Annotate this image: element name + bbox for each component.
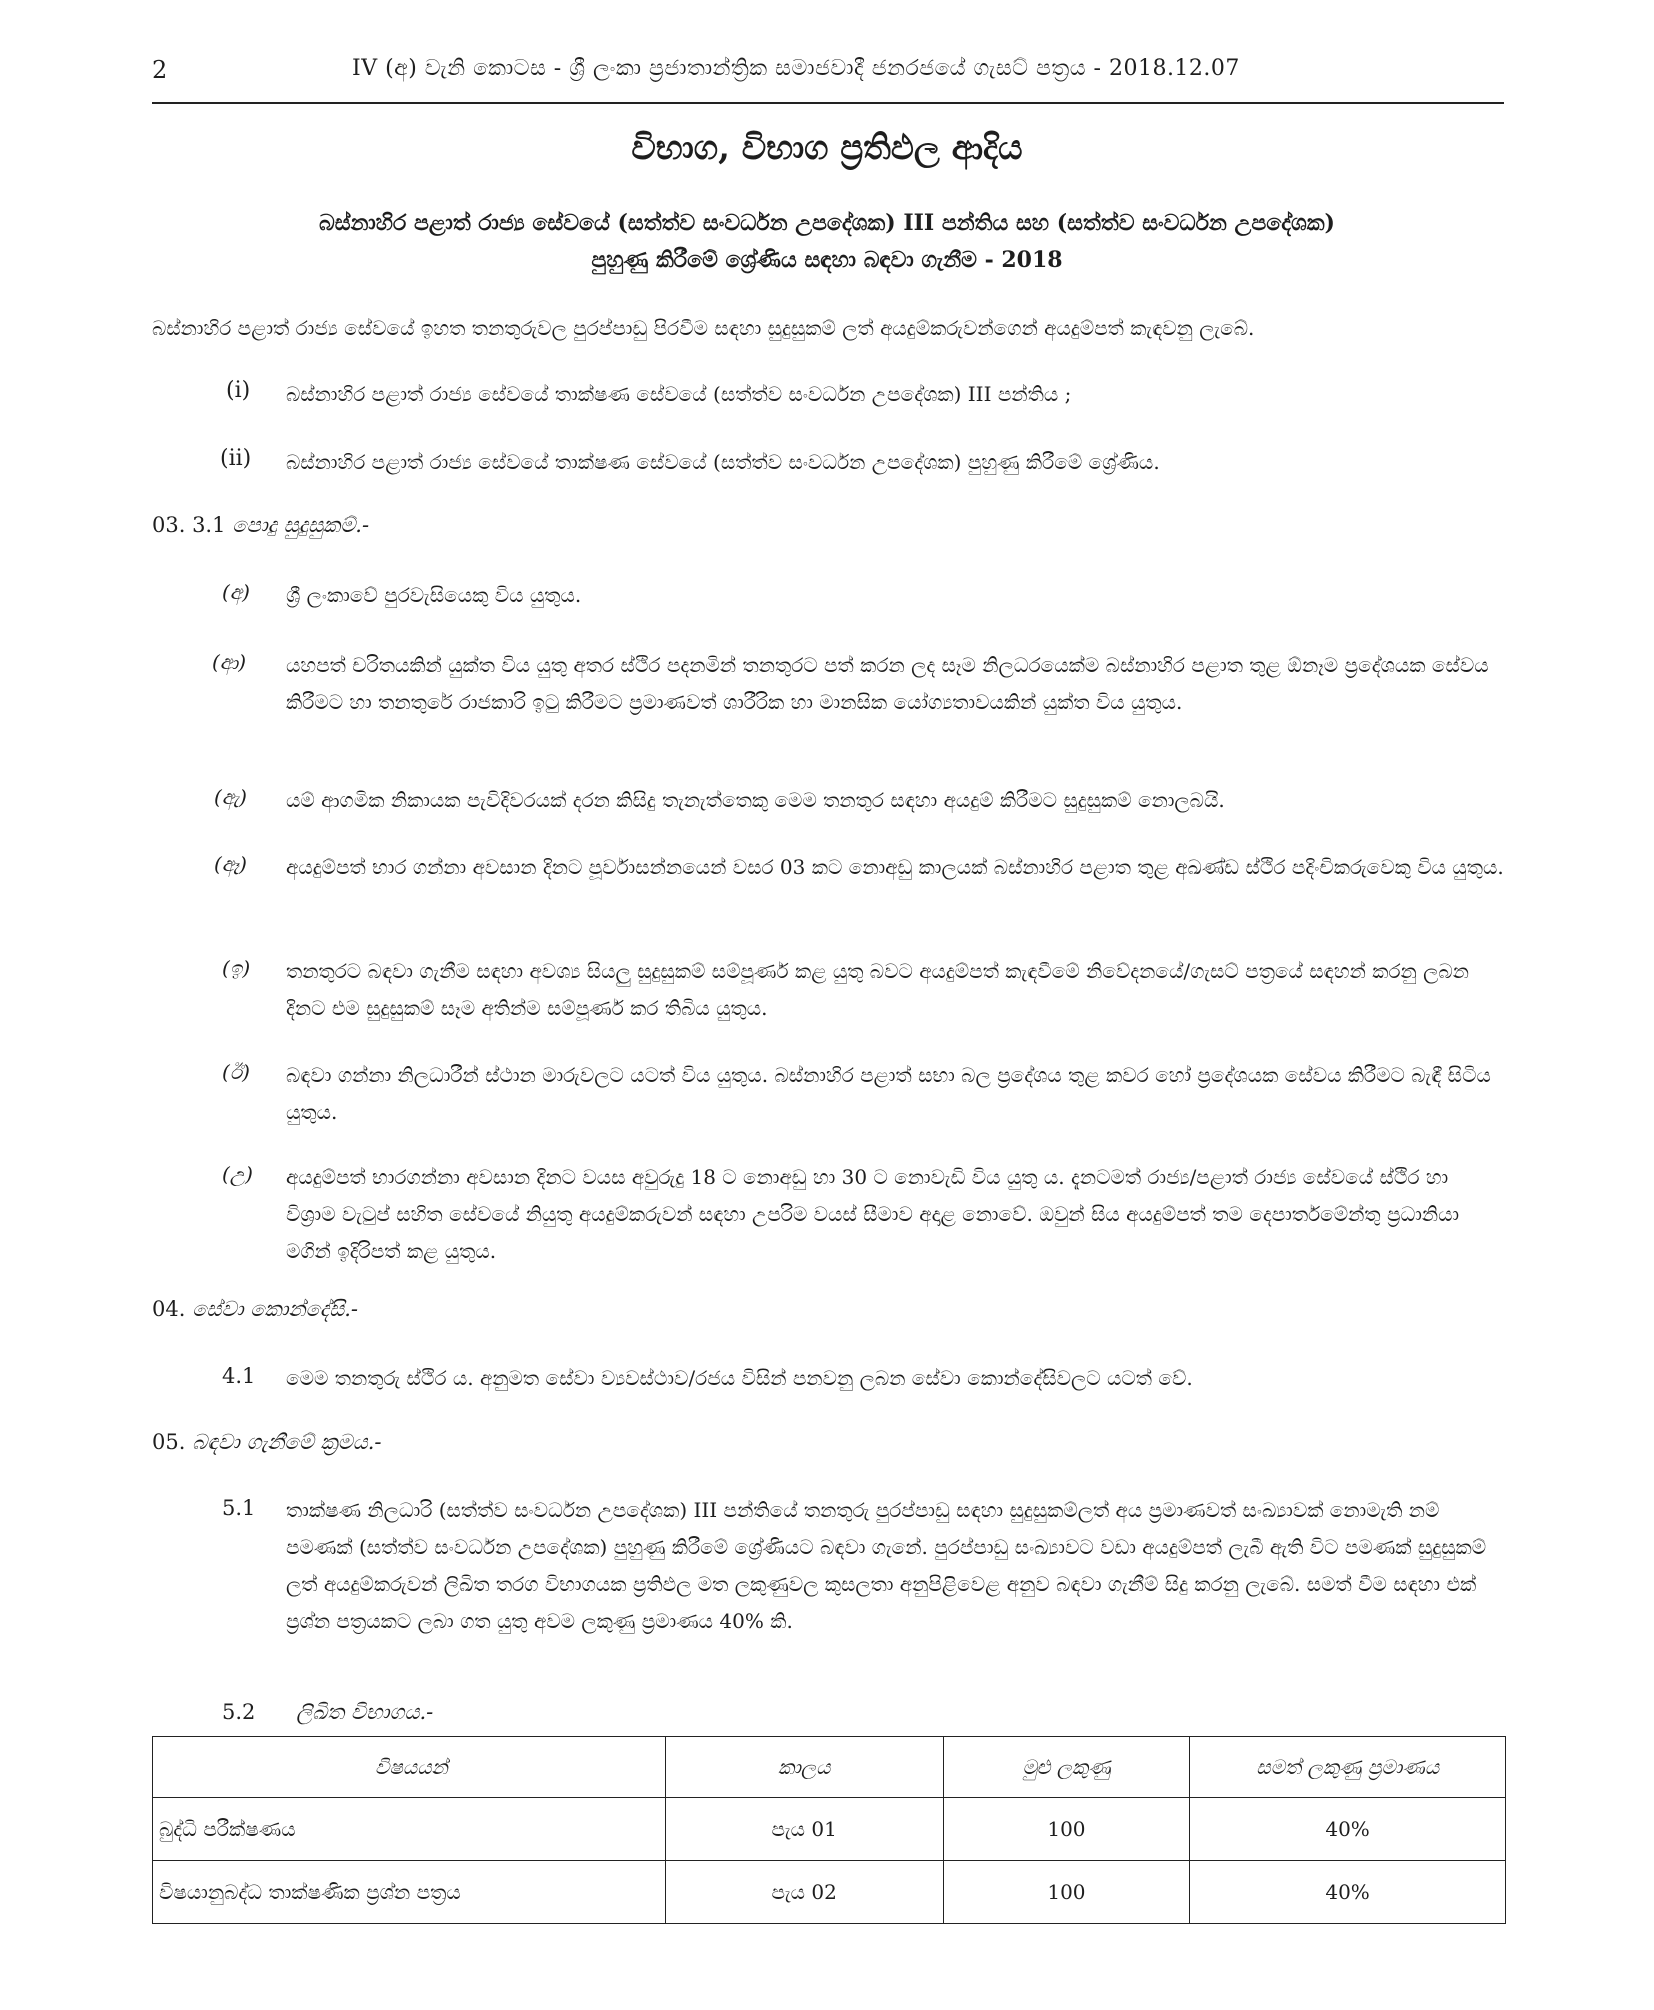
table-cell: බුද්ධි පරීක්ෂණය <box>153 1798 666 1861</box>
section-title: පොදු සුදුසුකම්.- <box>232 513 370 537</box>
table-cell: 100 <box>943 1861 1189 1924</box>
qualification-item: අයදුම්පත් භාර ගන්නා අවසාන දිනට පූර්වාසන්නයෙන් වසර 03 කට නොඅඩු කාලයක් බස්නාහිර පළාත තුළ අඛණ්ඩ ස්ථිර පදිංචිකරුවෙකු විය යුතුය. <box>286 855 1504 879</box>
column-header: මුළු ලකුණු <box>943 1737 1189 1798</box>
item-marker: (ඇ) <box>214 785 247 809</box>
qualification-item: ශ්‍රී ලංකාවේ පුරවැසියෙකු විය යුතුය. <box>286 583 582 607</box>
subtitle-line-1: බස්නාහිර පළාත් රාජ්‍ය සේවයේ (සත්ත්ව සංවර්ධන උපදේශක) III පන්තිය සහ (සත්ත්ව සංවර්ධන උපදේශක) <box>319 210 1335 236</box>
section-title: බඳවා ගැනීමේ ක්‍රමය.- <box>192 1430 382 1454</box>
clause-number: 5.1 <box>222 1496 256 1520</box>
subtitle-line-2: පුහුණු කිරීමේ ශ්‍රේණිය සඳහා බඳවා ගැනීම - 2018 <box>591 247 1063 273</box>
item-marker: (ආ) <box>212 650 247 674</box>
section-heading <box>222 1700 433 1725</box>
section-heading <box>152 513 369 538</box>
section-number: 04. <box>152 1297 186 1321</box>
exam-table <box>152 1736 1506 1924</box>
page-number: 2 <box>152 56 168 84</box>
column-header: විෂයයන් <box>153 1737 666 1798</box>
table-cell: 100 <box>943 1798 1189 1861</box>
qualification-item: බඳවා ගන්නා නිලධාරීන් ස්ථාන මාරුවලට යටත් විය යුතුය. බස්නාහිර පළාත් සභා බල ප්‍රදේශය තුළ කවර හෝ ප්‍රදේශයක සේවය කිරීමට බැඳී සිටිය යුතුය. <box>286 1063 1491 1124</box>
post-item: බස්නාහිර පළාත් රාජ්‍ය සේවයේ තාක්ෂණ සේවයේ (සත්ත්ව සංවර්ධන උපදේශක) පුහුණු කිරීමේ ශ්‍රේණිය. <box>286 450 1160 474</box>
clause-text: තාක්ෂණ නිලධාරි (සත්ත්ව සංවර්ධන උපදේශක) III පන්තියේ තනතුරු පුරප්පාඩු සඳහා සුදුසුකම්ලත් අය ප්‍රමාණවත් සංඛ්‍යාවක් නොමැති නම් පමණක් (සත්ත්ව සංවර්ධන උපදේශක) පුහුණු කිරීමේ ශ්‍රේණියට බඳවා ගැනේ. පුරප්පාඩු සංඛ්‍යාවට වඩා අයදුම්පත් ලැබී ඇති විට පමණක් සුදුසුකම් ලත් අයදුම්කරුවන් ලිඛිත තරග විභාගයක ප්‍රතිඵල මත ලකුණුවල කුසලතා අනුපිළිවෙළ අනුව බඳවා ගැනීම් සිදු කරනු ලැබේ. සමත් වීම සඳහා එක් ප්‍රශ්න පත්‍රයකට ලබා ගත යුතු අවම ලකුණු ප්‍රමාණය 40% කි. <box>286 1498 1487 1633</box>
item-marker: (ඈ) <box>214 852 247 876</box>
page-title: විභාග, විභාග ප්‍රතිඵල ආදිය <box>631 128 1023 168</box>
section-heading <box>152 1297 358 1322</box>
item-marker: (ඊ) <box>222 1060 250 1084</box>
header-rule <box>152 102 1504 104</box>
clause-text: මෙම තනතුරු ස්ථිර ය. අනුමත සේවා ව්‍යවස්ථාව/රජය විසින් පනවනු ලබන සේවා කොන්දේසිවලට යටත් වේ. <box>286 1366 1193 1390</box>
post-item: බස්නාහිර පළාත් රාජ්‍ය සේවයේ තාක්ෂණ සේවයේ (සත්ත්ව සංවර්ධන උපදේශක) III පන්තිය ; <box>286 382 1072 406</box>
column-header: සමත් ලකුණු ප්‍රමාණය <box>1190 1737 1506 1798</box>
item-marker: (උ) <box>222 1162 253 1186</box>
item-marker: (අ) <box>222 580 250 604</box>
table-header-row <box>153 1737 1506 1798</box>
column-header: කාලය <box>665 1737 943 1798</box>
item-marker: (ඉ) <box>222 956 251 980</box>
intro-paragraph: බස්නාහිර පළාත් රාජ්‍ය සේවයේ ඉහත තනතුරුවල පුරප්පාඩු පිරවීම සඳහා සුදුසුකම් ලත් අයදුම්කරුවන්ගෙන් අයදුම්පත් කැඳවනු ලැබේ. <box>152 316 1255 340</box>
section-number: 03. 3.1 <box>152 513 226 537</box>
table-cell: පැය 01 <box>665 1798 943 1861</box>
clause-number: 4.1 <box>222 1364 256 1388</box>
qualification-item: යම් ආගමික නිකායක පැවිදිවරයක් දරන කිසිදු තැනැත්තෙකු මෙම තනතුර සඳහා අයදුම් කිරීමට සුදුසුකම් නොලබයි. <box>286 788 1225 812</box>
section-number: 05. <box>152 1430 186 1454</box>
clause-number: 5.2 <box>222 1700 256 1724</box>
table-row <box>153 1798 1506 1861</box>
section-title: සේවා කොන්දේසි.- <box>192 1297 358 1321</box>
table-row <box>153 1861 1506 1924</box>
gazette-header: IV (අ) වැනි කොටස - ශ්‍රී ලංකා ප්‍රජාතාන්ත්‍රික සමාජවාදී ජනරජයේ ගැසට් පත්‍රය - 2018.12.07 <box>352 56 1240 81</box>
table-cell: පැය 02 <box>665 1861 943 1924</box>
table-cell: 40% <box>1190 1798 1506 1861</box>
qualification-item: අයදුම්පත් භාරගන්නා අවසාන දිනට වයස අවුරුදු 18 ට නොඅඩු හා 30 ට නොවැඩි විය යුතු ය. දැනටමත් රාජ්‍ය/පළාත් රාජ්‍ය සේවයේ ස්ථිර හා විශ්‍රාම වැටුප් සහිත සේවයේ නියුතු අයදුම්කරුවන් සඳහා උපරිම වයස් සීමාව අදාළ නොවේ. ඔවුන් සිය අයදුම්පත් තම දෙපාර්තමේන්තු ප්‍රධානියා මගින් ඉදිරිපත් කළ යුතුය. <box>286 1165 1460 1263</box>
post-marker: (ii) <box>220 446 252 471</box>
post-marker: (i) <box>226 378 251 403</box>
section-heading <box>152 1430 382 1455</box>
table-cell: විෂයානුබද්ධ තාක්ෂණික ප්‍රශ්න පත්‍රය <box>153 1861 666 1924</box>
qualification-item: තනතුරට බඳවා ගැනීම සඳහා අවශ්‍ය සියලු සුදුසුකම් සම්පූර්ණ කළ යුතු බවට අයදුම්පත් කැඳවීමේ නිවේදනයේ/ගැසට් පත්‍රයේ සඳහන් කරනු ලබන දිනට එම සුදුසුකම් සෑම අතින්ම සම්පූර්ණ කර තිබිය යුතුය. <box>286 959 1469 1020</box>
clause-title: ලිඛිත විභාගය.- <box>296 1700 434 1724</box>
qualification-item: යහපත් චරිතයකින් යුක්ත විය යුතු අතර ස්ථිර පදනමින් තනතුරට පත් කරන ලද සෑම නිලධරයෙක්ම බස්නාහිර පළාත තුළ ඕනෑම ප්‍රදේශයක සේවය කිරීමට හා තනතුරේ රාජකාරි ඉටු කිරීමට ප්‍රමාණවත් ශාරීරික හා මානසික යෝග්‍යතාවයකින් යුක්ත විය යුතුය. <box>286 653 1489 714</box>
table-cell: 40% <box>1190 1861 1506 1924</box>
